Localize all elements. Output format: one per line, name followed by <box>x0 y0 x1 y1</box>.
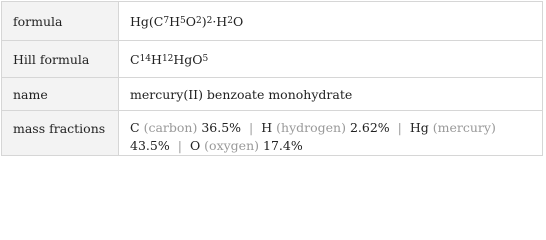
element-symbol: C <box>130 120 140 135</box>
element-symbol: H <box>261 120 273 135</box>
hill-formula-label: Hill formula <box>2 41 119 77</box>
element-name: (mercury) <box>432 120 496 135</box>
formula-value: Hg(C 7 H 5 O 2 ) 2 ·H 2 O <box>130 13 244 29</box>
hill-part: H <box>151 51 162 67</box>
name-value: mercury(II) benzoate monohydrate <box>130 86 353 102</box>
mass-fraction: 43.5% <box>130 138 170 153</box>
separator: | <box>177 138 182 153</box>
formula-part: ) <box>201 13 207 29</box>
mass-fraction: 17.4% <box>263 138 303 153</box>
mass-fractions-label: mass fractions <box>2 111 119 155</box>
name-label: name <box>2 78 119 110</box>
element-name: (carbon) <box>143 120 198 135</box>
formula-row <box>2 2 542 40</box>
formula-part: H <box>169 13 180 29</box>
mass-fraction: 2.62% <box>349 120 390 135</box>
formula-part: Hg(C <box>130 13 164 29</box>
element-name: (oxygen) <box>204 138 260 153</box>
mass-fractions-row <box>2 110 542 155</box>
formula-part: O <box>232 13 244 29</box>
formula-part: ·H <box>212 13 228 29</box>
element-symbol: O <box>189 138 201 153</box>
name-row <box>2 77 542 110</box>
separator: | <box>397 120 402 135</box>
properties-table <box>1 1 543 156</box>
separator: | <box>249 120 254 135</box>
hill-part: C <box>130 51 140 67</box>
hill-formula-value: C 14 H 12 HgO 5 <box>130 51 209 67</box>
hill-part: HgO <box>173 51 203 67</box>
formula-label: formula <box>2 2 119 40</box>
mass-fractions-value <box>119 111 542 155</box>
formula-part: O <box>185 13 196 29</box>
mass-fraction: 36.5% <box>201 120 242 135</box>
mass-fractions-line <box>130 137 542 155</box>
element-symbol: Hg <box>409 120 429 135</box>
mass-fractions-line <box>130 119 542 137</box>
element-name: (hydrogen) <box>276 120 346 135</box>
hill-formula-row <box>2 40 542 77</box>
